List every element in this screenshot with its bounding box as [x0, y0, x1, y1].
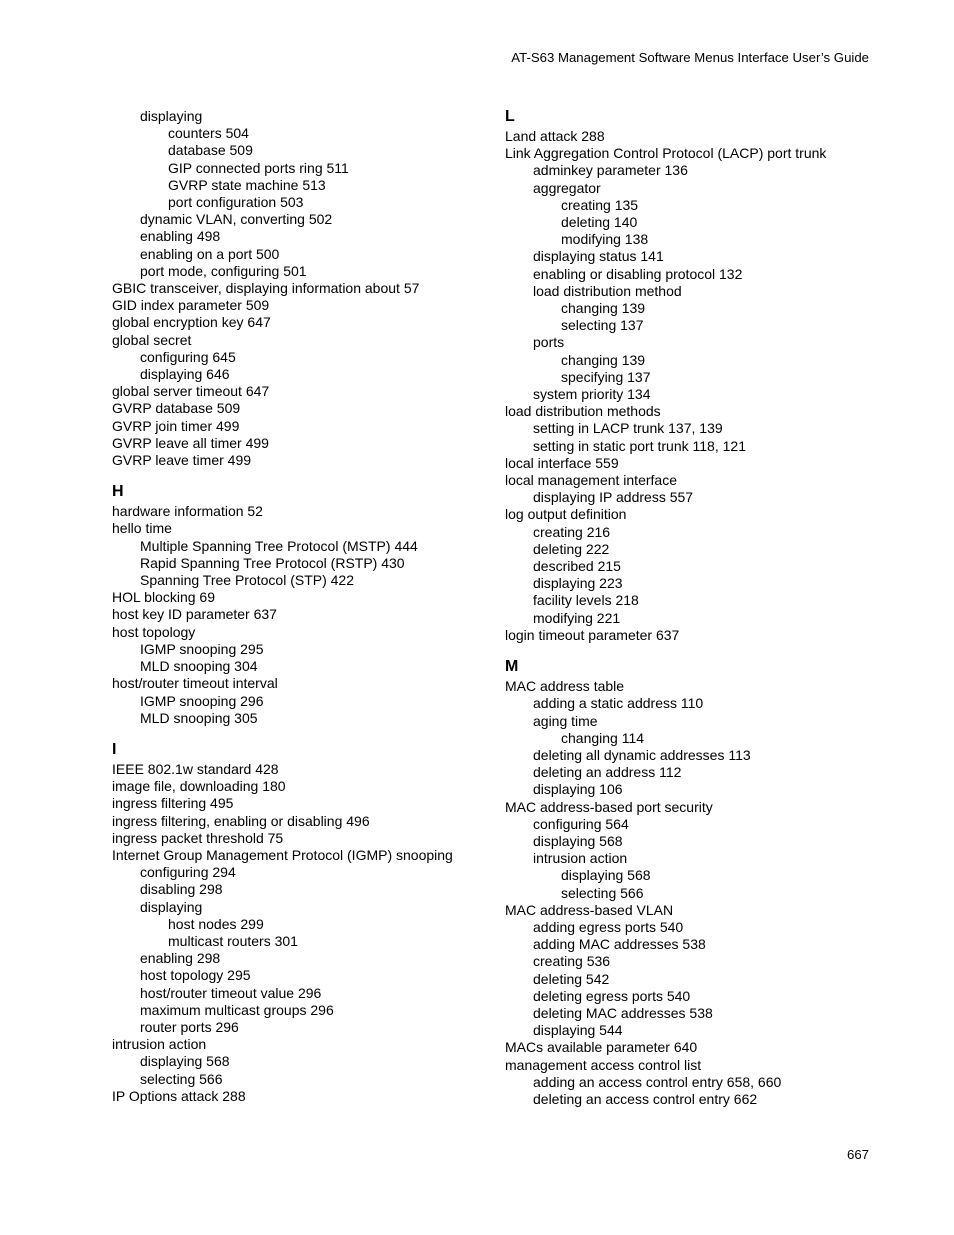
index-entry: global secret	[112, 331, 192, 348]
index-subentry: displaying 544	[533, 1022, 623, 1039]
index-subentry: aggregator	[533, 179, 601, 196]
index-entry: management access control list	[505, 1056, 702, 1073]
index-entry: GVRP database 509	[112, 400, 241, 417]
index-entry: local interface 559	[505, 454, 619, 471]
index-subentry: IGMP snooping 295	[140, 640, 264, 657]
index-subentry: enabling 298	[140, 950, 221, 967]
index-subentry: MLD snooping 305	[140, 709, 258, 726]
index-entry: MACs available parameter 640	[505, 1039, 698, 1056]
index-subentry: IGMP snooping 296	[140, 692, 264, 709]
index-subentry: host topology 295	[140, 967, 251, 984]
index-subentry: configuring 645	[140, 348, 236, 365]
index-subentry: deleting 222	[533, 540, 610, 557]
index-subentry: adding an access control entry 658, 660	[533, 1073, 782, 1090]
index-subentry: configuring 294	[140, 864, 236, 881]
index-subentry: configuring 564	[533, 815, 629, 832]
index-subentry: Multiple Spanning Tree Protocol (MSTP) 444	[140, 537, 418, 554]
index-subentry: deleting MAC addresses 538	[533, 1004, 713, 1021]
index-subentry: adding egress ports 540	[533, 918, 684, 935]
index-entry: ingress filtering 495	[112, 795, 234, 812]
index-subentry: deleting an access control entry 662	[533, 1090, 758, 1107]
index-entry: HOL blocking 69	[112, 589, 215, 606]
index-entry: global encryption key 647	[112, 314, 271, 331]
index-subentry: enabling on a port 500	[140, 245, 280, 262]
index-subentry: deleting 542	[533, 970, 610, 987]
index-subentry: changing 114	[561, 729, 645, 746]
index-subentry: load distribution method	[533, 282, 682, 299]
index-subentry: GIP connected ports ring 511	[168, 159, 349, 176]
index-subentry: Rapid Spanning Tree Protocol (RSTP) 430	[140, 554, 405, 571]
index-subentry: deleting an address 112	[533, 764, 682, 781]
index-subentry: setting in LACP trunk 137, 139	[533, 420, 723, 437]
index-subentry: adding MAC addresses 538	[533, 936, 706, 953]
index-subentry: setting in static port trunk 118, 121	[533, 437, 746, 454]
index-subentry: displaying 646	[140, 366, 230, 383]
index-subentry: database 509	[168, 142, 253, 159]
index-entry: local management interface	[505, 472, 677, 489]
index-subentry: displaying 223	[533, 575, 623, 592]
index-subentry: GVRP state machine 513	[168, 176, 326, 193]
index-subentry: facility levels 218	[533, 592, 639, 609]
page-number: 667	[846, 1147, 869, 1162]
index-subentry: selecting 566	[561, 884, 644, 901]
index-subentry: deleting egress ports 540	[533, 987, 691, 1004]
index-entry: host key ID parameter 637	[112, 606, 277, 623]
index-entry: ingress filtering, enabling or disabling 496	[112, 812, 370, 829]
index-entry: global server timeout 647	[112, 383, 270, 400]
index-subentry: adminkey parameter 136	[533, 162, 688, 179]
index-subentry: selecting 137	[561, 317, 644, 334]
index-subentry: adding a static address 110	[533, 695, 704, 712]
index-subentry: changing 139	[561, 300, 646, 317]
index-entry: MAC address table	[505, 678, 625, 695]
index-entry: host/router timeout interval	[112, 675, 278, 692]
index-subentry: enabling or disabling protocol 132	[533, 265, 743, 282]
index-subentry: creating 536	[533, 953, 611, 970]
index-entry: log output definition	[505, 506, 627, 523]
index-entry: ingress packet threshold 75	[112, 829, 284, 846]
index-subentry: enabling 498	[140, 228, 221, 245]
index-entry: image file, downloading 180	[112, 778, 286, 795]
index-subentry: aging time	[533, 712, 598, 729]
index-entry: IP Options attack 288	[112, 1087, 246, 1104]
index-entry: GVRP join timer 499	[112, 417, 240, 434]
index-subentry: multicast routers 301	[168, 932, 298, 949]
index-entry: IEEE 802.1w standard 428	[112, 760, 279, 777]
index-subentry: creating 216	[533, 523, 611, 540]
index-section-letter: H	[112, 483, 124, 501]
index-subentry: disabling 298	[140, 881, 223, 898]
index-subentry: router ports 296	[140, 1018, 239, 1035]
index-subentry: displaying 568	[140, 1053, 230, 1070]
index-entry: MAC address-based port security	[505, 798, 713, 815]
index-subentry: modifying 138	[561, 231, 649, 248]
index-subentry: counters 504	[168, 125, 249, 142]
index-entry: Land attack 288	[505, 128, 605, 144]
index-entry: login timeout parameter 637	[505, 626, 680, 643]
index-subentry: changing 139	[561, 351, 646, 368]
index-subentry: MLD snooping 304	[140, 658, 258, 675]
index-subentry: system priority 134	[533, 386, 651, 403]
running-header: AT-S63 Management Software Menus Interface User’s Guide	[511, 50, 869, 65]
index-section-letter: L	[505, 108, 515, 125]
index-entry: intrusion action	[112, 1036, 207, 1053]
index-subentry: host nodes 299	[168, 915, 264, 932]
index-subentry: displaying 106	[533, 781, 623, 798]
index-subentry: host/router timeout value 296	[140, 984, 322, 1001]
index-column-left	[112, 108, 512, 1105]
index-subentry: port configuration 503	[168, 194, 304, 211]
index-subentry: displaying 568	[533, 832, 623, 849]
index-subentry: described 215	[533, 558, 621, 575]
index-subentry: Spanning Tree Protocol (STP) 422	[140, 572, 355, 589]
index-entry: host topology	[112, 623, 196, 640]
index-entry: MAC address-based VLAN	[505, 901, 674, 918]
index-entry: load distribution methods	[505, 403, 661, 420]
index-section-letter: M	[505, 658, 519, 676]
index-entry: GBIC transceiver, displaying information about 57	[112, 280, 420, 297]
index-subentry: displaying IP address 557	[533, 489, 694, 506]
index-column-right	[505, 108, 905, 1108]
index-subentry: port mode, configuring 501	[140, 262, 307, 279]
index-subentry: creating 135	[561, 196, 639, 213]
index-subentry: intrusion action	[533, 850, 628, 867]
index-entry: Internet Group Management Protocol (IGMP) snooping	[112, 846, 453, 863]
index-subentry: displaying	[140, 898, 203, 915]
index-subentry: deleting 140	[561, 214, 638, 231]
index-section-letter: I	[112, 740, 117, 758]
index-subentry: deleting all dynamic addresses 113	[533, 746, 751, 763]
index-subentry: maximum multicast groups 296	[140, 1001, 334, 1018]
index-entry: GVRP leave timer 499	[112, 452, 252, 469]
index-entry: hardware information 52	[112, 503, 263, 520]
index-subentry: selecting 566	[140, 1070, 223, 1087]
index-subentry: ports	[533, 334, 565, 351]
index-subentry: displaying	[140, 108, 203, 124]
index-subentry: displaying 568	[561, 867, 651, 884]
index-subentry: modifying 221	[533, 609, 621, 626]
index-subentry: dynamic VLAN, converting 502	[140, 211, 333, 228]
index-entry: hello time	[112, 520, 172, 537]
index-entry: GVRP leave all timer 499	[112, 434, 269, 451]
index-subentry: displaying status 141	[533, 248, 664, 265]
index-entry: GID index parameter 509	[112, 297, 270, 314]
index-subentry: specifying 137	[561, 368, 651, 385]
index-entry: Link Aggregation Control Protocol (LACP) port trunk	[505, 145, 827, 162]
